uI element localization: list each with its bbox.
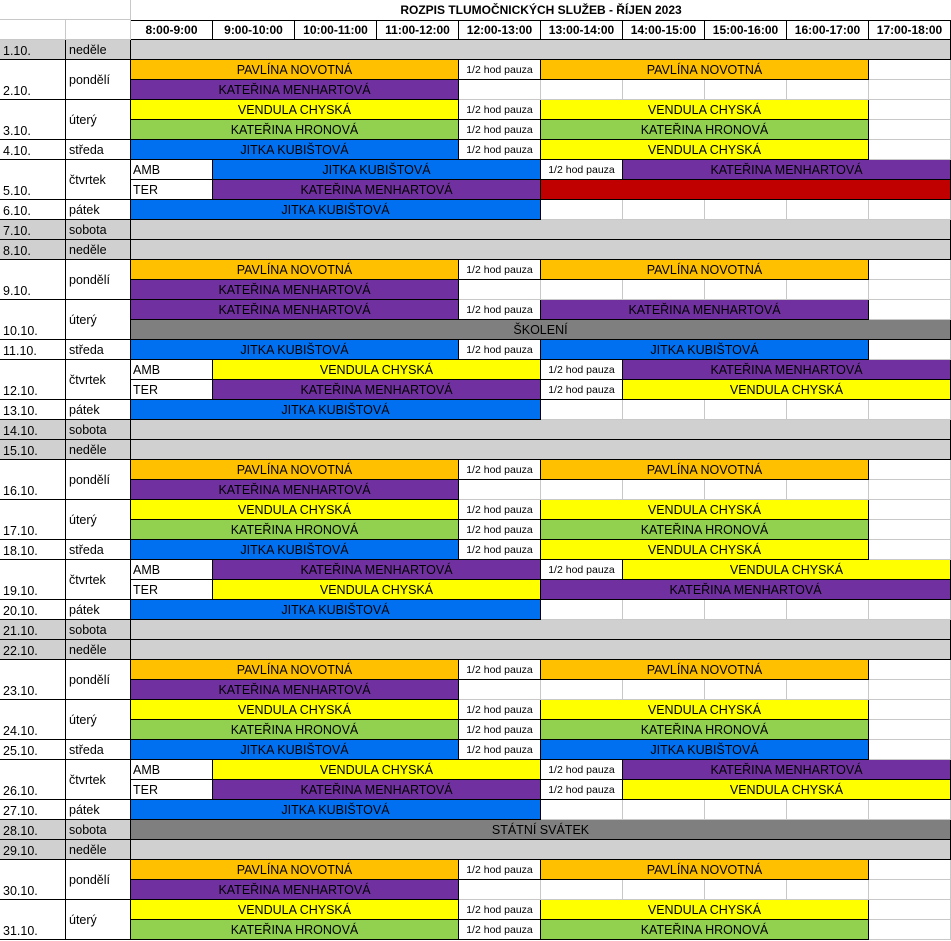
date-cell: 11.10. [0, 340, 66, 360]
empty-slot[interactable] [787, 280, 869, 300]
date-cell: 17.10. [0, 500, 66, 540]
empty-slot[interactable] [459, 480, 541, 500]
day-off-band [131, 620, 951, 640]
time-slot-header[interactable]: 13:00-14:00 [541, 20, 623, 40]
empty-slot[interactable] [869, 520, 951, 540]
empty-slot[interactable] [623, 80, 705, 100]
empty-slot[interactable] [705, 400, 787, 420]
day-name-cell: úterý [66, 100, 131, 140]
pause-cell[interactable]: 1/2 hod pauza [459, 140, 541, 160]
day-name-cell: sobota [66, 420, 131, 440]
day-name-cell: pátek [66, 200, 131, 220]
pause-cell[interactable]: 1/2 hod pauza [459, 700, 541, 720]
empty-slot[interactable] [787, 480, 869, 500]
empty-slot[interactable] [787, 400, 869, 420]
date-cell: 18.10. [0, 540, 66, 560]
pause-cell[interactable]: 1/2 hod pauza [459, 340, 541, 360]
empty-slot[interactable] [541, 800, 623, 820]
day-name-cell: neděle [66, 40, 131, 60]
empty-slot[interactable] [623, 200, 705, 220]
sub-type-ter: TER [131, 580, 213, 600]
empty-slot[interactable] [869, 540, 951, 560]
shift-bar[interactable]: JITKA KUBIŠTOVÁ [541, 340, 869, 360]
empty-slot[interactable] [787, 880, 869, 900]
shift-bar[interactable]: KATEŘINA HRONOVÁ [131, 520, 459, 540]
empty-slot[interactable] [459, 680, 541, 700]
shift-bar[interactable]: KATEŘINA MENHARTOVÁ [213, 560, 541, 580]
empty-slot[interactable] [787, 200, 869, 220]
date-cell: 8.10. [0, 240, 66, 260]
empty-slot[interactable] [705, 680, 787, 700]
day-name-cell: čtvrtek [66, 560, 131, 600]
pause-cell[interactable]: 1/2 hod pauza [459, 540, 541, 560]
empty-slot[interactable] [869, 860, 951, 880]
empty-slot[interactable] [869, 60, 951, 80]
pause-cell[interactable]: 1/2 hod pauza [459, 520, 541, 540]
empty-slot[interactable] [705, 880, 787, 900]
empty-slot[interactable] [623, 280, 705, 300]
empty-slot[interactable] [787, 800, 869, 820]
day-off-band [131, 440, 951, 460]
date-cell: 31.10. [0, 900, 66, 940]
sub-type-ter: TER [131, 780, 213, 800]
empty-slot[interactable] [541, 400, 623, 420]
date-cell: 27.10. [0, 800, 66, 820]
blocked-bar[interactable] [541, 180, 951, 200]
shift-bar[interactable]: JITKA KUBIŠTOVÁ [131, 600, 541, 620]
pause-cell[interactable]: 1/2 hod pauza [459, 720, 541, 740]
shift-bar[interactable]: PAVLÍNA NOVOTNÁ [541, 460, 869, 480]
pause-cell[interactable]: 1/2 hod pauza [459, 100, 541, 120]
day-name-cell: pondělí [66, 460, 131, 500]
date-cell: 14.10. [0, 420, 66, 440]
date-cell: 22.10. [0, 640, 66, 660]
time-slot-header[interactable]: 15:00-16:00 [705, 20, 787, 40]
empty-slot[interactable] [541, 680, 623, 700]
shift-bar[interactable]: VENDULA CHYSKÁ [131, 900, 459, 920]
time-slot-header[interactable]: 14:00-15:00 [623, 20, 705, 40]
date-cell: 25.10. [0, 740, 66, 760]
shift-bar[interactable]: VENDULA CHYSKÁ [541, 500, 869, 520]
date-cell: 7.10. [0, 220, 66, 240]
shift-bar[interactable]: KATEŘINA MENHARTOVÁ [623, 160, 951, 180]
pause-cell[interactable]: 1/2 hod pauza [459, 660, 541, 680]
empty-slot[interactable] [541, 80, 623, 100]
pause-cell[interactable]: 1/2 hod pauza [459, 860, 541, 880]
shift-bar[interactable]: KATEŘINA HRONOVÁ [131, 920, 459, 940]
empty-slot[interactable] [623, 480, 705, 500]
pause-cell[interactable]: 1/2 hod pauza [459, 920, 541, 940]
pause-cell[interactable]: 1/2 hod pauza [459, 260, 541, 280]
sub-type-ter: TER [131, 180, 213, 200]
shift-bar[interactable]: KATEŘINA MENHARTOVÁ [131, 80, 459, 100]
empty-slot[interactable] [869, 200, 951, 220]
day-name-cell: neděle [66, 840, 131, 860]
empty-slot[interactable] [705, 280, 787, 300]
shift-bar[interactable]: JITKA KUBIŠTOVÁ [131, 200, 541, 220]
pause-cell[interactable]: 1/2 hod pauza [541, 780, 623, 800]
shift-bar[interactable]: KATEŘINA MENHARTOVÁ [131, 280, 459, 300]
empty-slot[interactable] [623, 600, 705, 620]
shift-bar[interactable]: KATEŘINA MENHARTOVÁ [623, 360, 951, 380]
day-name-cell: čtvrtek [66, 360, 131, 400]
empty-slot[interactable] [705, 800, 787, 820]
empty-slot[interactable] [459, 880, 541, 900]
header-corner-date [0, 20, 66, 40]
date-cell: 28.10. [0, 820, 66, 840]
holiday-band[interactable]: STÁTNÍ SVÁTEK [131, 820, 951, 840]
shift-bar[interactable]: JITKA KUBIŠTOVÁ [131, 540, 459, 560]
shift-bar[interactable]: KATEŘINA MENHARTOVÁ [213, 380, 541, 400]
day-name-cell: úterý [66, 300, 131, 340]
shift-bar[interactable]: KATEŘINA HRONOVÁ [541, 520, 869, 540]
empty-slot[interactable] [869, 280, 951, 300]
shift-bar[interactable]: KATEŘINA MENHARTOVÁ [131, 480, 459, 500]
day-off-band [131, 240, 951, 260]
date-cell: 19.10. [0, 560, 66, 600]
empty-slot[interactable] [869, 300, 951, 320]
day-name-cell: středa [66, 740, 131, 760]
pause-cell[interactable]: 1/2 hod pauza [459, 300, 541, 320]
shift-bar[interactable]: JITKA KUBIŠTOVÁ [213, 160, 541, 180]
empty-slot[interactable] [541, 880, 623, 900]
date-cell: 6.10. [0, 200, 66, 220]
shift-bar[interactable]: KATEŘINA HRONOVÁ [131, 120, 459, 140]
shift-bar[interactable]: VENDULA CHYSKÁ [213, 360, 541, 380]
day-name-cell: čtvrtek [66, 160, 131, 200]
shift-bar[interactable]: VENDULA CHYSKÁ [131, 100, 459, 120]
day-name-cell: pátek [66, 400, 131, 420]
day-name-cell: středa [66, 340, 131, 360]
empty-slot[interactable] [869, 740, 951, 760]
day-name-cell: středa [66, 540, 131, 560]
page-title: ROZPIS TLUMOČNICKÝCH SLUŽEB - ŘÍJEN 2023 [400, 3, 682, 17]
time-slot-header[interactable]: 10:00-11:00 [295, 20, 377, 40]
empty-slot[interactable] [623, 400, 705, 420]
title-spacer [0, 0, 131, 20]
header-corner-day [66, 20, 131, 40]
date-cell: 2.10. [0, 60, 66, 100]
shift-bar[interactable]: JITKA KUBIŠTOVÁ [541, 740, 869, 760]
day-name-cell: pondělí [66, 860, 131, 900]
shift-bar[interactable]: JITKA KUBIŠTOVÁ [131, 400, 541, 420]
empty-slot[interactable] [869, 600, 951, 620]
pause-cell[interactable]: 1/2 hod pauza [541, 160, 623, 180]
day-name-cell: sobota [66, 820, 131, 840]
date-cell: 10.10. [0, 300, 66, 340]
date-cell: 16.10. [0, 460, 66, 500]
shift-bar[interactable]: PAVLÍNA NOVOTNÁ [131, 460, 459, 480]
empty-slot[interactable] [787, 680, 869, 700]
shift-bar[interactable]: VENDULA CHYSKÁ [541, 140, 869, 160]
empty-slot[interactable] [869, 80, 951, 100]
shift-bar[interactable]: VENDULA CHYSKÁ [213, 760, 541, 780]
sub-type-ter: TER [131, 380, 213, 400]
empty-slot[interactable] [869, 700, 951, 720]
empty-slot[interactable] [869, 500, 951, 520]
day-name-cell: úterý [66, 900, 131, 940]
empty-slot[interactable] [869, 660, 951, 680]
shift-bar[interactable]: PAVLÍNA NOVOTNÁ [541, 260, 869, 280]
pause-cell[interactable]: 1/2 hod pauza [459, 120, 541, 140]
day-name-cell: neděle [66, 440, 131, 460]
date-cell: 4.10. [0, 140, 66, 160]
shift-bar[interactable]: KATEŘINA MENHARTOVÁ [541, 300, 869, 320]
empty-slot[interactable] [869, 400, 951, 420]
pause-cell[interactable]: 1/2 hod pauza [541, 560, 623, 580]
empty-slot[interactable] [869, 120, 951, 140]
sub-type-amb: AMB [131, 560, 213, 580]
empty-slot[interactable] [869, 680, 951, 700]
empty-slot[interactable] [541, 280, 623, 300]
date-cell: 26.10. [0, 760, 66, 800]
empty-slot[interactable] [869, 140, 951, 160]
pause-cell[interactable]: 1/2 hod pauza [459, 460, 541, 480]
shift-bar[interactable]: ŠKOLENÍ [131, 320, 951, 340]
day-name-cell: sobota [66, 220, 131, 240]
empty-slot[interactable] [623, 880, 705, 900]
shift-bar[interactable]: KATEŘINA MENHARTOVÁ [623, 760, 951, 780]
empty-slot[interactable] [541, 200, 623, 220]
time-slot-header[interactable]: 16:00-17:00 [787, 20, 869, 40]
empty-slot[interactable] [869, 100, 951, 120]
empty-slot[interactable] [787, 600, 869, 620]
time-slot-header[interactable]: 11:00-12:00 [377, 20, 459, 40]
date-cell: 23.10. [0, 660, 66, 700]
date-cell: 29.10. [0, 840, 66, 860]
shift-bar[interactable]: VENDULA CHYSKÁ [541, 700, 869, 720]
shift-bar[interactable]: VENDULA CHYSKÁ [213, 580, 541, 600]
date-cell: 5.10. [0, 160, 66, 200]
day-name-cell: středa [66, 140, 131, 160]
empty-slot[interactable] [869, 900, 951, 920]
shift-bar[interactable]: KATEŘINA MENHARTOVÁ [213, 180, 541, 200]
shift-bar[interactable]: VENDULA CHYSKÁ [131, 500, 459, 520]
date-cell: 15.10. [0, 440, 66, 460]
empty-slot[interactable] [705, 200, 787, 220]
empty-slot[interactable] [869, 480, 951, 500]
date-cell: 1.10. [0, 40, 66, 60]
shift-bar[interactable]: PAVLÍNA NOVOTNÁ [131, 60, 459, 80]
shift-bar[interactable]: PAVLÍNA NOVOTNÁ [541, 60, 869, 80]
day-off-band [131, 420, 951, 440]
shift-bar[interactable]: PAVLÍNA NOVOTNÁ [131, 660, 459, 680]
shift-bar[interactable]: PAVLÍNA NOVOTNÁ [131, 860, 459, 880]
empty-slot[interactable] [869, 920, 951, 940]
empty-slot[interactable] [623, 800, 705, 820]
pause-cell[interactable]: 1/2 hod pauza [541, 760, 623, 780]
shift-bar[interactable]: KATEŘINA HRONOVÁ [541, 720, 869, 740]
shift-bar[interactable]: VENDULA CHYSKÁ [541, 540, 869, 560]
shift-bar[interactable]: KATEŘINA MENHARTOVÁ [131, 300, 459, 320]
day-name-cell: čtvrtek [66, 760, 131, 800]
empty-slot[interactable] [705, 600, 787, 620]
time-slot-header[interactable]: 17:00-18:00 [869, 20, 951, 40]
empty-slot[interactable] [459, 280, 541, 300]
shift-bar[interactable]: PAVLÍNA NOVOTNÁ [541, 860, 869, 880]
empty-slot[interactable] [787, 80, 869, 100]
empty-slot[interactable] [869, 800, 951, 820]
day-off-band [131, 40, 951, 60]
shift-bar[interactable]: KATEŘINA MENHARTOVÁ [541, 580, 951, 600]
day-off-band [131, 220, 951, 240]
empty-slot[interactable] [869, 880, 951, 900]
shift-bar[interactable]: JITKA KUBIŠTOVÁ [131, 140, 459, 160]
empty-slot[interactable] [869, 460, 951, 480]
shift-bar[interactable]: VENDULA CHYSKÁ [623, 560, 951, 580]
empty-slot[interactable] [869, 260, 951, 280]
date-cell: 12.10. [0, 360, 66, 400]
day-name-cell: neděle [66, 240, 131, 260]
sub-type-amb: AMB [131, 160, 213, 180]
shift-bar[interactable]: VENDULA CHYSKÁ [623, 380, 951, 400]
date-cell: 3.10. [0, 100, 66, 140]
shift-bar[interactable]: KATEŘINA HRONOVÁ [541, 120, 869, 140]
sub-type-amb: AMB [131, 760, 213, 780]
date-cell: 21.10. [0, 620, 66, 640]
pause-cell[interactable]: 1/2 hod pauza [541, 360, 623, 380]
time-slot-header[interactable]: 8:00-9:00 [131, 20, 213, 40]
shift-bar[interactable]: KATEŘINA HRONOVÁ [541, 920, 869, 940]
shift-bar[interactable]: PAVLÍNA NOVOTNÁ [131, 260, 459, 280]
empty-slot[interactable] [869, 720, 951, 740]
empty-slot[interactable] [459, 80, 541, 100]
day-name-cell: sobota [66, 620, 131, 640]
shift-bar[interactable]: KATEŘINA MENHARTOVÁ [131, 880, 459, 900]
shift-bar[interactable]: KATEŘINA HRONOVÁ [131, 720, 459, 740]
day-name-cell: neděle [66, 640, 131, 660]
shift-bar[interactable]: VENDULA CHYSKÁ [541, 100, 869, 120]
day-off-band [131, 640, 951, 660]
date-cell: 24.10. [0, 700, 66, 740]
empty-slot[interactable] [541, 600, 623, 620]
pause-cell[interactable]: 1/2 hod pauza [459, 500, 541, 520]
empty-slot[interactable] [623, 680, 705, 700]
empty-slot[interactable] [705, 80, 787, 100]
empty-slot[interactable] [869, 340, 951, 360]
date-cell: 30.10. [0, 860, 66, 900]
shift-bar[interactable]: VENDULA CHYSKÁ [623, 780, 951, 800]
day-name-cell: pátek [66, 600, 131, 620]
shift-bar[interactable]: JITKA KUBIŠTOVÁ [131, 800, 541, 820]
shift-bar[interactable]: JITKA KUBIŠTOVÁ [131, 340, 459, 360]
shift-bar[interactable]: JITKA KUBIŠTOVÁ [131, 740, 459, 760]
day-name-cell: pondělí [66, 60, 131, 100]
day-name-cell: pondělí [66, 660, 131, 700]
day-name-cell: úterý [66, 500, 131, 540]
shift-bar[interactable]: VENDULA CHYSKÁ [541, 900, 869, 920]
empty-slot[interactable] [541, 480, 623, 500]
day-name-cell: pátek [66, 800, 131, 820]
pause-cell[interactable]: 1/2 hod pauza [541, 380, 623, 400]
time-slot-header[interactable]: 12:00-13:00 [459, 20, 541, 40]
shift-bar[interactable]: KATEŘINA MENHARTOVÁ [213, 780, 541, 800]
pause-cell[interactable]: 1/2 hod pauza [459, 900, 541, 920]
empty-slot[interactable] [705, 480, 787, 500]
shift-bar[interactable]: PAVLÍNA NOVOTNÁ [541, 660, 869, 680]
date-cell: 9.10. [0, 260, 66, 300]
date-cell: 20.10. [0, 600, 66, 620]
shift-bar[interactable]: VENDULA CHYSKÁ [131, 700, 459, 720]
shift-bar[interactable]: KATEŘINA MENHARTOVÁ [131, 680, 459, 700]
day-off-band [131, 840, 951, 860]
day-name-cell: pondělí [66, 260, 131, 300]
date-cell: 13.10. [0, 400, 66, 420]
sub-type-amb: AMB [131, 360, 213, 380]
pause-cell[interactable]: 1/2 hod pauza [459, 60, 541, 80]
pause-cell[interactable]: 1/2 hod pauza [459, 740, 541, 760]
day-name-cell: úterý [66, 700, 131, 740]
time-slot-header[interactable]: 9:00-10:00 [213, 20, 295, 40]
